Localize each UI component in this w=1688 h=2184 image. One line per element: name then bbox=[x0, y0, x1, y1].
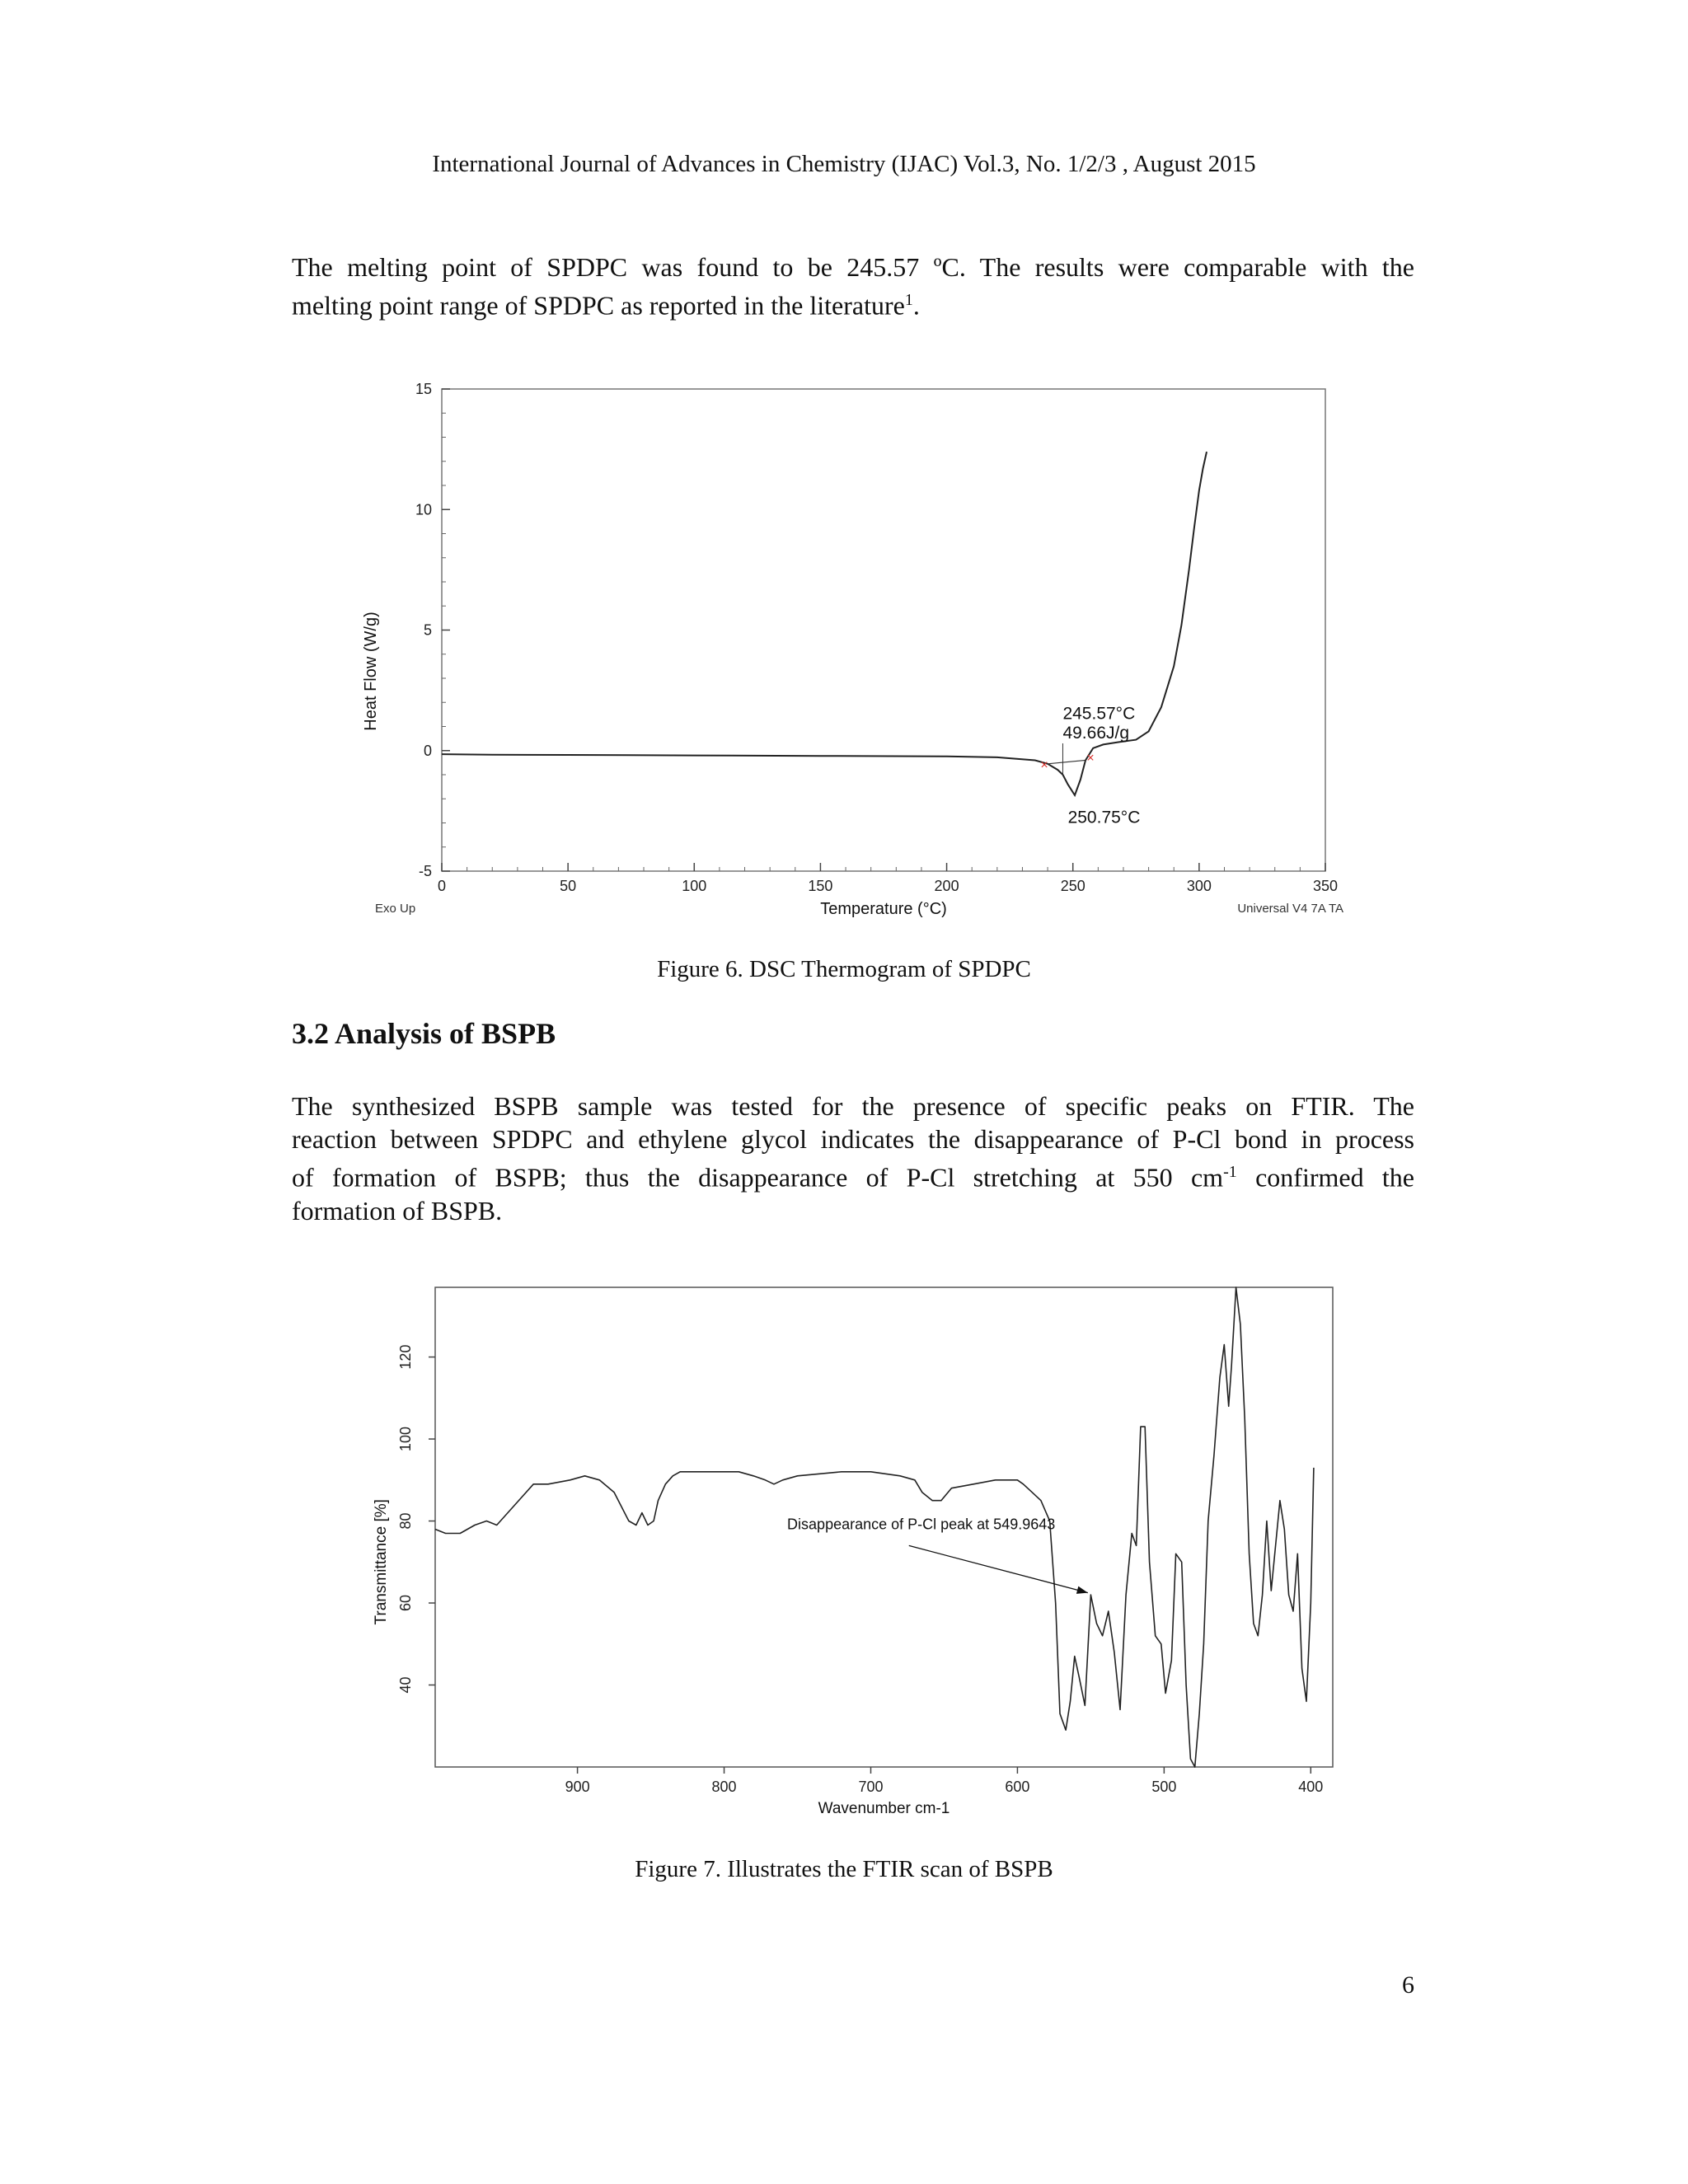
intro-line-1: The melting point of SPDPC was found to be 245.57 ºC. The results were comparable with the bbox=[292, 252, 1414, 282]
software-version-label: Universal V4 7A TA bbox=[1237, 902, 1343, 916]
intro-paragraph bbox=[292, 251, 1414, 322]
onset-annotation: 245.57°C bbox=[1062, 704, 1136, 724]
x-tick-label: 500 bbox=[1151, 1779, 1177, 1795]
x-tick-label: 150 bbox=[808, 878, 833, 894]
y-axis-title: Transmittance [%] bbox=[373, 1499, 390, 1625]
x-axis-title: Wavenumber cm-1 bbox=[818, 1800, 950, 1817]
y-tick-label: 100 bbox=[397, 1427, 414, 1452]
y-tick-label: 0 bbox=[423, 742, 432, 759]
x-tick-label: 350 bbox=[1312, 878, 1339, 894]
x-tick-label: 50 bbox=[560, 878, 577, 894]
x-tick-label: 300 bbox=[1186, 878, 1212, 894]
y-tick-label: -5 bbox=[418, 863, 432, 879]
pcl-peak-annotation: Disappearance of P-Cl peak at 549.9643 bbox=[787, 1516, 1056, 1533]
peak-annotation: 250.75°C bbox=[1067, 808, 1141, 827]
x-tick-label: 700 bbox=[858, 1779, 884, 1795]
annotation-arrow-head bbox=[1076, 1586, 1088, 1594]
x-tick-label: 900 bbox=[565, 1779, 590, 1795]
x-tick-label: 400 bbox=[1298, 1779, 1324, 1795]
intro-line-2-text: melting point range of SPDPC as reported in the literature bbox=[292, 290, 905, 321]
x-tick-label: 600 bbox=[1005, 1779, 1030, 1795]
figure-7-caption: Figure 7. Illustrates the FTIR scan of BSPB bbox=[635, 1856, 1053, 1882]
integration-start-marker: × bbox=[1040, 757, 1048, 772]
unit-superscript: -1 bbox=[1223, 1163, 1237, 1181]
exo-up-label: Exo Up bbox=[375, 902, 416, 916]
dsc-thermogram-chart bbox=[354, 371, 1368, 931]
x-tick-label: 0 bbox=[437, 878, 447, 894]
annotation-arrow-line bbox=[909, 1545, 1088, 1592]
y-axis-title: Heat Flow (W/g) bbox=[362, 612, 380, 731]
ftir-scan-chart bbox=[354, 1269, 1385, 1838]
y-tick-label: 40 bbox=[397, 1676, 414, 1694]
integration-end-marker: × bbox=[1086, 751, 1095, 766]
y-tick-label: 10 bbox=[415, 501, 432, 518]
dsc-curve bbox=[442, 452, 1207, 795]
citation-superscript: 1 bbox=[904, 291, 913, 309]
y-tick-label: 60 bbox=[397, 1595, 414, 1612]
x-tick-label: 200 bbox=[934, 878, 959, 894]
intro-line-2 bbox=[292, 284, 1414, 322]
body-line-3 bbox=[292, 1155, 1414, 1194]
intro-line-2-end: . bbox=[912, 290, 920, 321]
body-line-4: formation of BSPB. bbox=[292, 1195, 503, 1226]
body-line-1: The synthesized BSPB sample was tested for the presence of specific peaks on FTIR. The bbox=[292, 1091, 1414, 1121]
y-tick-label: 120 bbox=[397, 1344, 414, 1370]
y-tick-label: 80 bbox=[397, 1512, 414, 1530]
x-tick-label: 800 bbox=[711, 1779, 737, 1795]
journal-header: International Journal of Advances in Chemistry (IJAC) Vol.3, No. 1/2/3 , August 2015 bbox=[432, 151, 1256, 177]
plot-frame bbox=[442, 389, 1325, 871]
peak-baseline bbox=[1048, 760, 1085, 763]
section-heading: 3.2 Analysis of BSPB bbox=[292, 1017, 556, 1050]
body-line-3-b: confirmed the bbox=[1236, 1162, 1415, 1193]
x-axis-title: Temperature (°C) bbox=[820, 900, 947, 918]
y-tick-label: 5 bbox=[423, 621, 432, 639]
body-line-3-a: of formation of BSPB; thus the disappearance of P-Cl stretching at 550 cm bbox=[292, 1162, 1224, 1193]
page-number: 6 bbox=[1402, 1971, 1414, 1999]
body-paragraph bbox=[292, 1090, 1414, 1227]
body-line-2: reaction between SPDPC and ethylene glycol indicates the disappearance of P-Cl bond in process bbox=[292, 1124, 1414, 1154]
y-tick-label: 15 bbox=[415, 381, 432, 397]
enthalpy-annotation: 49.66J/g bbox=[1062, 724, 1130, 743]
x-tick-label: 100 bbox=[682, 878, 707, 894]
figure-6-caption: Figure 6. DSC Thermogram of SPDPC bbox=[657, 956, 1031, 982]
x-tick-label: 250 bbox=[1060, 878, 1085, 894]
